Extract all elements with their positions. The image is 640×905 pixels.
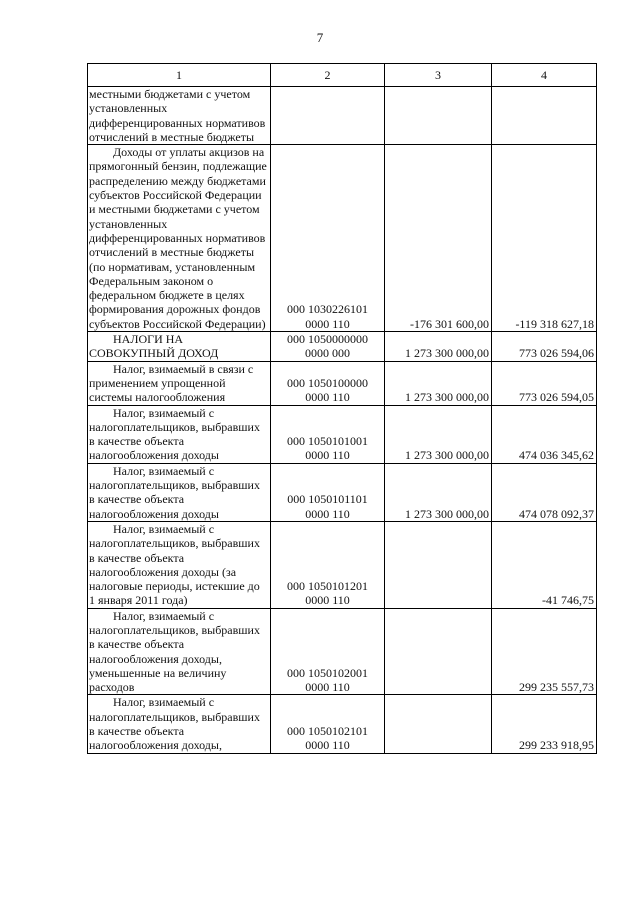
row-name-cell — [88, 608, 271, 695]
table-row — [88, 463, 597, 521]
table-row — [88, 361, 597, 405]
row-code-part-2: 0000 110 — [305, 390, 350, 405]
row-actual-amount — [492, 87, 597, 145]
row-code-part-2: 0000 110 — [305, 448, 350, 463]
row-name-cell — [88, 695, 271, 753]
row-code-cell — [271, 695, 385, 753]
row-actual-amount: 299 233 918,95 — [492, 695, 597, 753]
row-code-cell — [271, 145, 385, 332]
row-code-part-2: 0000 110 — [305, 593, 350, 608]
row-name-cell — [88, 145, 271, 332]
row-name: Налог, взимаемый с налогоплательщиков, выбравших в качестве объекта налогообложения доходы — [89, 463, 260, 521]
row-name: НАЛОГИ НА СОВОКУПНЫЙ ДОХОД — [89, 332, 219, 361]
row-code-part-1: 000 1050101101 — [287, 492, 368, 507]
row-code-cell — [271, 405, 385, 463]
row-plan-amount: -176 301 600,00 — [385, 145, 492, 332]
row-code-part-1: 000 1030226101 — [287, 302, 368, 317]
row-code-part-1: 000 1050000000 — [287, 332, 368, 347]
row-name: Налог, взимаемый с налогоплательщиков, выбравших в качестве объекта налогообложения доходы — [89, 405, 260, 463]
row-name-cell — [88, 463, 271, 521]
table-row — [88, 608, 597, 695]
row-actual-amount: 299 235 557,73 — [492, 608, 597, 695]
table-row — [88, 87, 597, 145]
row-code-part-1: 000 1050101001 — [287, 434, 368, 449]
header-col-1: 1 — [88, 64, 271, 87]
row-name-cell — [88, 405, 271, 463]
row-name: Доходы от уплаты акцизов на прямогонный бензин, подлежащие распределению между бюджетами субъектов Российской Федерации и местными бюджетами с учетом установленных дифференцированных нормативов отчислений в местные бюджеты (по нормативам, установленным Федеральным законом о федеральном бюджете в целях формирования дорожных фондов субъектов Российской Федерации) — [89, 145, 267, 331]
row-plan-amount — [385, 87, 492, 145]
row-actual-amount: -119 318 627,18 — [492, 145, 597, 332]
row-name-cell — [88, 521, 271, 608]
row-plan-amount: 1 273 300 000,00 — [385, 405, 492, 463]
row-name: Налог, взимаемый с налогоплательщиков, выбравших в качестве объекта налогообложения доходы (за налоговые периоды, истекшие до 1 января 2011 года) — [89, 521, 260, 608]
table-header-row — [88, 64, 597, 87]
row-actual-amount: 773 026 594,06 — [492, 332, 597, 362]
row-code-cell — [271, 521, 385, 608]
row-code-part-2: 0000 110 — [305, 316, 350, 331]
table-row — [88, 405, 597, 463]
row-code-part-2: 0000 110 — [305, 680, 350, 695]
budget-income-table — [87, 63, 597, 754]
row-plan-amount: 1 273 300 000,00 — [385, 361, 492, 405]
row-code-cell — [271, 332, 385, 362]
row-code-cell — [271, 87, 385, 145]
row-name: местными бюджетами с учетом установленных дифференцированных нормативов отчислений в местные бюджеты — [89, 87, 266, 144]
row-code-cell — [271, 463, 385, 521]
row-plan-amount: 1 273 300 000,00 — [385, 332, 492, 362]
row-name: Налог, взимаемый с налогоплательщиков, выбравших в качестве объекта налогообложения доходы, — [89, 695, 260, 753]
page-number: 7 — [316, 30, 324, 45]
table-row — [88, 521, 597, 608]
row-name-cell — [88, 361, 271, 405]
header-col-3: 3 — [385, 64, 492, 87]
row-code-part-2: 0000 000 — [305, 346, 350, 361]
row-actual-amount: 474 036 345,62 — [492, 405, 597, 463]
row-plan-amount: 1 273 300 000,00 — [385, 463, 492, 521]
table-row — [88, 332, 597, 362]
row-name-cell — [88, 87, 271, 145]
row-code-part-1: 000 1050100000 — [287, 375, 368, 390]
header-col-2: 2 — [271, 64, 385, 87]
row-code-part-1: 000 1050102001 — [287, 665, 368, 680]
row-code-cell — [271, 608, 385, 695]
row-code-part-2: 0000 110 — [305, 738, 350, 753]
row-actual-amount: 474 078 092,37 — [492, 463, 597, 521]
row-plan-amount — [385, 608, 492, 695]
row-name: Налог, взимаемый в связи с применением упрощенной системы налогообложения — [89, 361, 254, 405]
row-code-part-2: 0000 110 — [305, 506, 350, 521]
row-code-part-1: 000 1050102101 — [287, 724, 368, 739]
row-code-cell — [271, 361, 385, 405]
row-name-cell — [88, 332, 271, 362]
row-name: Налог, взимаемый с налогоплательщиков, выбравших в качестве объекта налогообложения доходы, уменьшенные на величину расходов — [89, 608, 260, 695]
row-code-part-1: 000 1050101201 — [287, 579, 368, 594]
row-actual-amount: 773 026 594,05 — [492, 361, 597, 405]
row-plan-amount — [385, 695, 492, 753]
table-row — [88, 695, 597, 753]
table-row — [88, 145, 597, 332]
row-actual-amount: -41 746,75 — [492, 521, 597, 608]
row-plan-amount — [385, 521, 492, 608]
header-col-4: 4 — [492, 64, 597, 87]
